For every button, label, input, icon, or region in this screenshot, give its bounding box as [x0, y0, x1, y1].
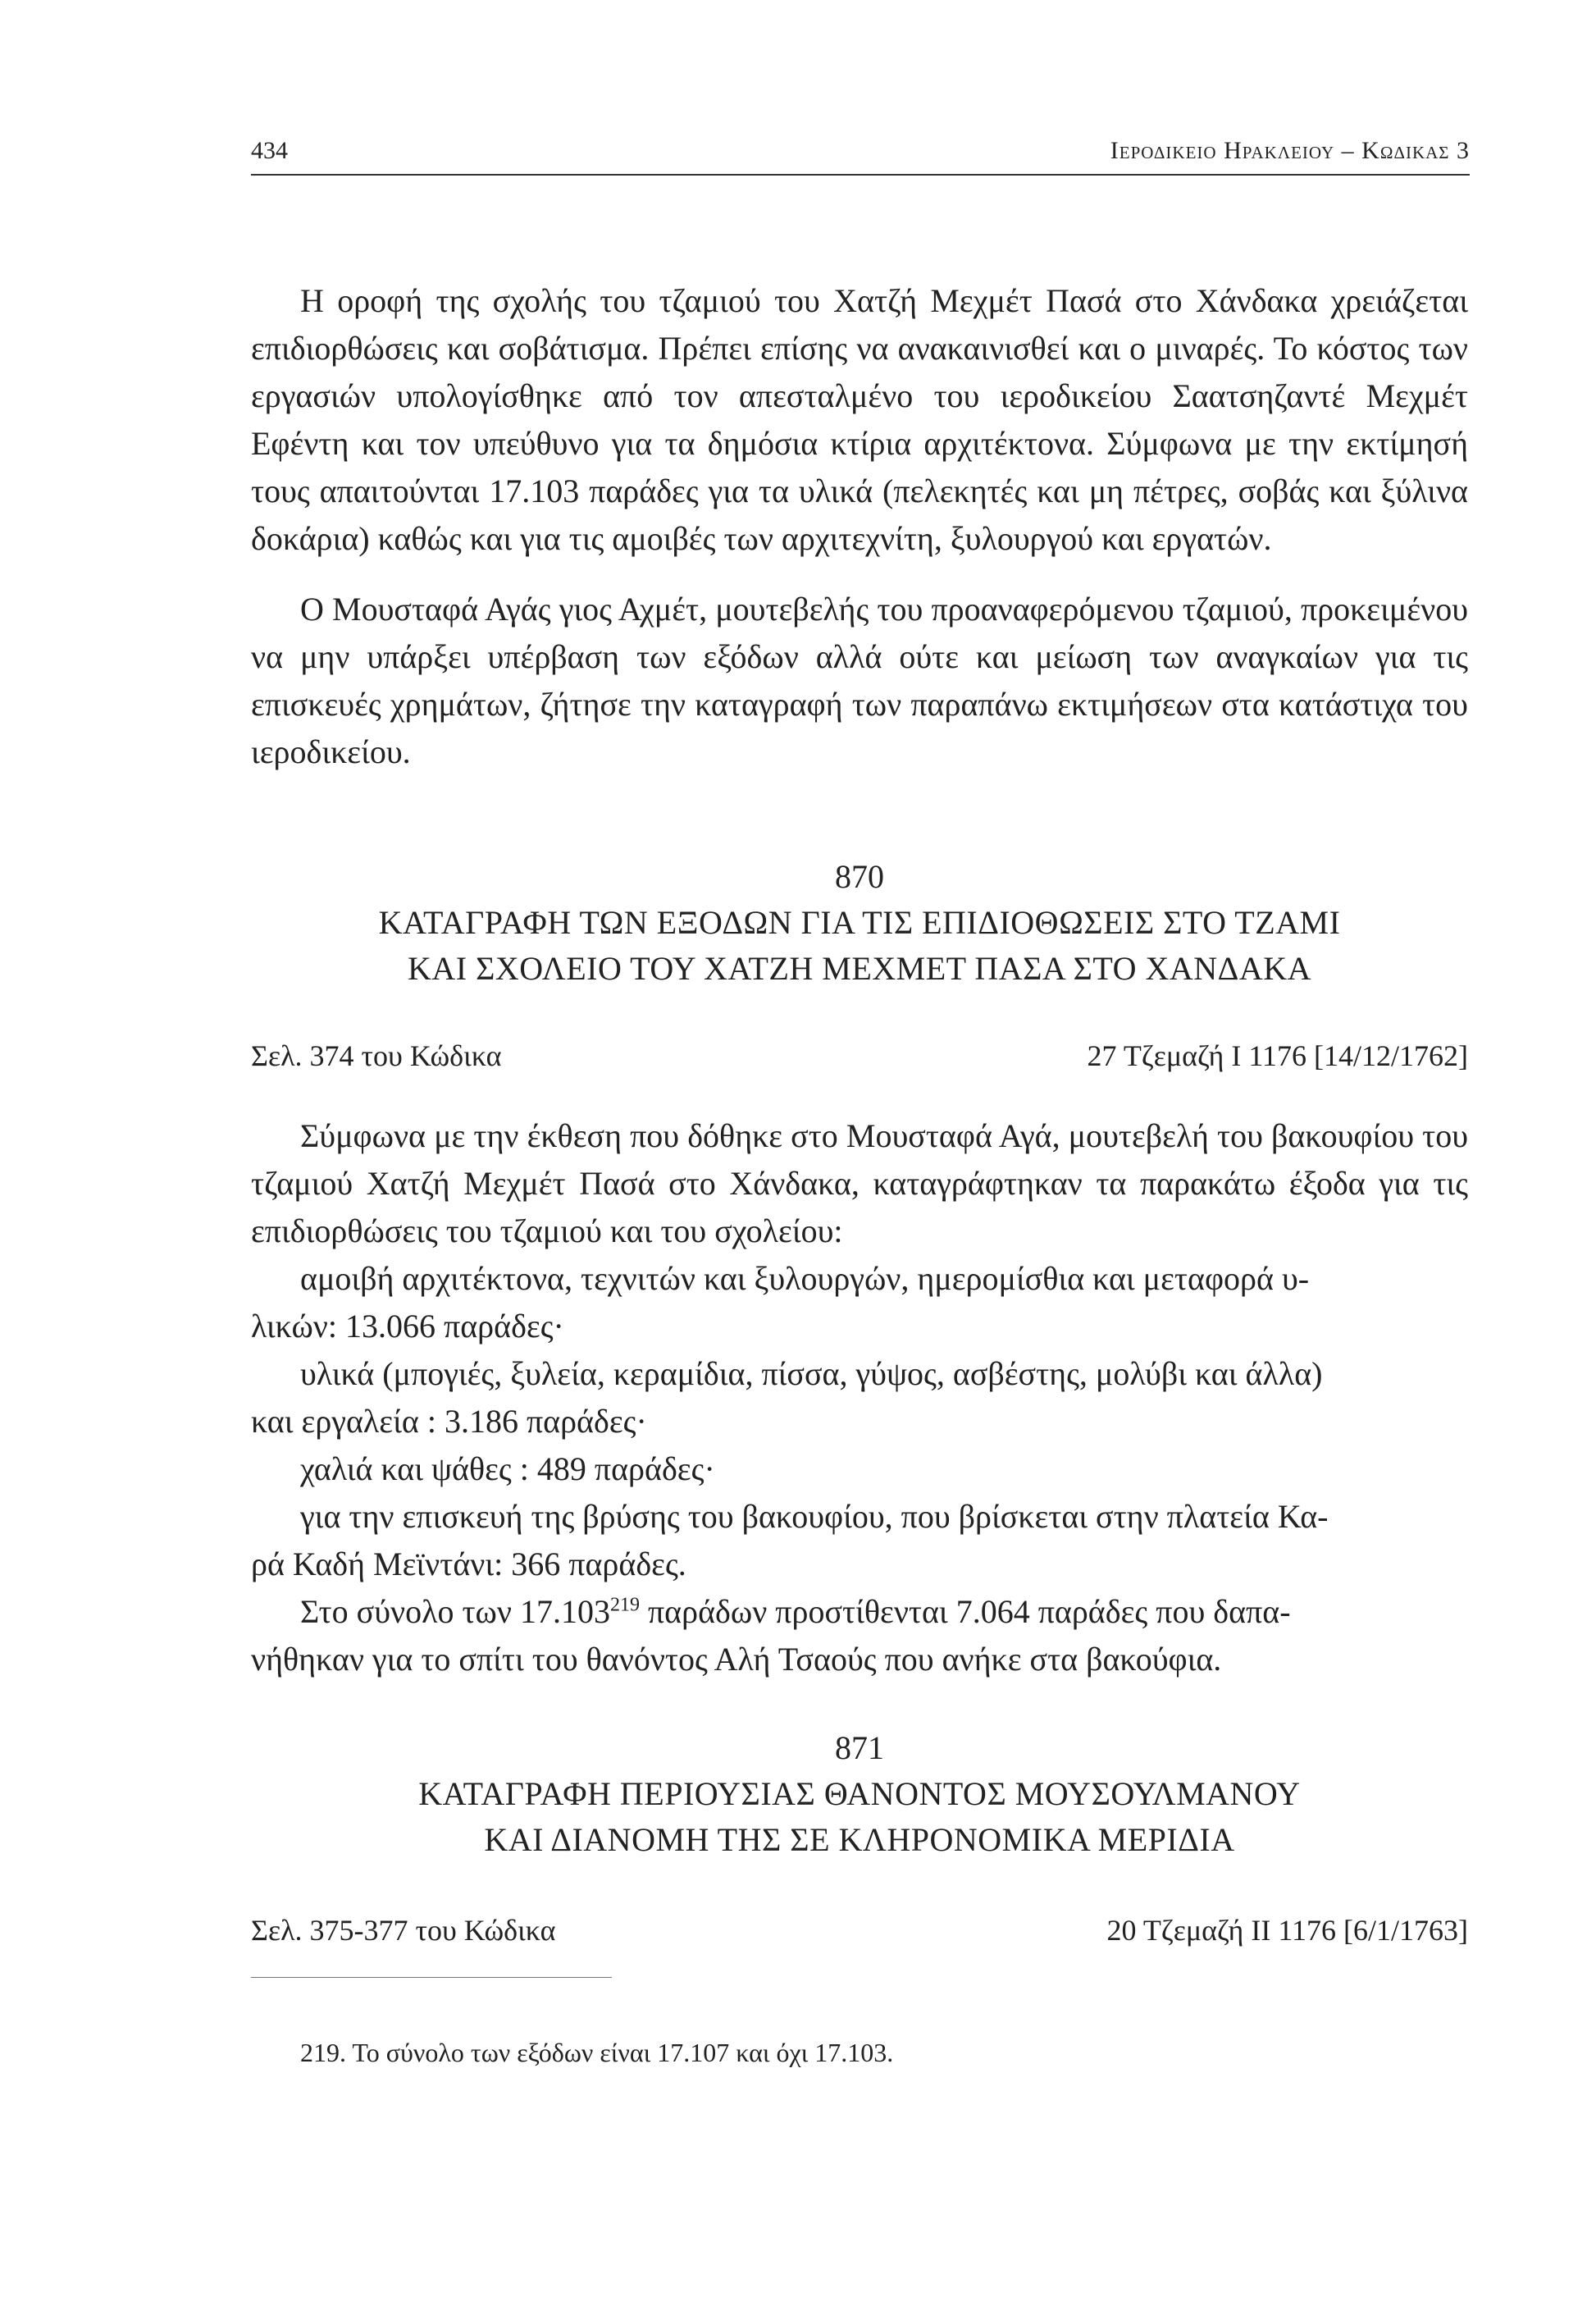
document-number-871: 871 [835, 1729, 884, 1766]
document-date: 27 Τζεμαζή Ι 1176 [14/12/1762] [1087, 1039, 1468, 1072]
intro-paragraph-2: Ο Μουσταφά Αγάς γιος Αχμέτ, μουτεβελής του προαναφερόμενου τζαμιού, προκειμένου να μην υπάρξει υπέρβαση των εξόδων αλλά ούτε και μείωση των αναγκαίων για τις επισκευές χρημάτων, ζήτησε την καταγραφή των παραπάνω εκτιμήσεων στα κατάστιχα του ιεροδικείου. [251, 591, 1468, 770]
document-number-870: 870 [835, 858, 884, 895]
document-date: 20 Τζεμαζή ΙΙ 1176 [6/1/1763] [1106, 1914, 1468, 1947]
page-number: 434 [251, 137, 288, 164]
document-870-body: Σύμφωνα με την έκθεση που δόθηκε στο Μουσταφά Αγά, μουτεβελή του βακουφίου του τζαμιού Χατζή Μεχμέτ Πασά στο Χάνδακα, καταγράφτηκαν τα παρακάτω έξοδα για τις επιδιορθώσεις του τζαμιού και του σχολείου: [251, 1117, 1468, 1249]
intro-paragraph-1: Η οροφή της σχολής του τζαμιού του Χατζή Μεχμέτ Πασά στο Χάνδακα χρειάζεται επιδιορθώσεις και σοβάτισμα. Πρέπει επίσης να ανακαινισθεί και ο μιναρές. Το κόστος των εργασιών υπολογίσθηκε από τον απεσταλμένο του ιεροδικείου Σαατσηζαντέ Μεχμέτ Εφέντη και τον υπεύθυνο για τα δημόσια κτίρια αρχιτέκτονα. Σύμφωνα με την εκτίμησή τους απαιτούνται 17.103 παράδες για τα υλικά (πελεκητές και μη πέτρες, σοβάς και ξύλινα δοκάρια) καθώς και για τις αμοιβές των αρχιτεχνίτη, ξυλουργού και εργατών. [251, 282, 1468, 557]
document-title-870-line-2: ΚΑΙ ΣΧΟΛΕΙΟ ΤΟΥ ΧΑΤΖΗ ΜΕΧΜΕΤ ΠΑΣΑ ΣΤΟ ΧΑΝΔΑΚΑ [407, 950, 1312, 987]
page-reference: Σελ. 375-377 του Κώδικα [251, 1914, 556, 1947]
document-title-871-line-2: ΚΑΙ ΔΙΑΝΟΜΗ ΤΗΣ ΣΕ ΚΛΗΡΟΝΟΜΙΚΑ ΜΕΡΙΔΙΑ [484, 1821, 1235, 1858]
footnote-219: 219. Το σύνολο των εξόδων είναι 17.107 και όχι 17.103. [300, 2038, 894, 2067]
footnote-separator [251, 1977, 612, 1978]
document-meta-871 [251, 1910, 1468, 1951]
document-meta-870 [251, 1035, 1468, 1076]
expense-item-architect: αμοιβή αρχιτέκτονα, τεχνιτών και ξυλουργών, ημερομίσθια και μεταφορά υ- λικών: 13.066 παράδες· [251, 1260, 1310, 1345]
page-reference: Σελ. 374 του Κώδικα [251, 1039, 502, 1072]
document-title-871-line-1: ΚΑΤΑΓΡΑΦΗ ΠΕΡΙΟΥΣΙΑΣ ΘΑΝΟΝΤΟΣ ΜΟΥΣΟΥΛΜΑΝΟΥ [418, 1775, 1301, 1812]
expense-item-carpets: χαλιά και ψάθες : 489 παράδες· [300, 1450, 715, 1487]
expense-total: Στο σύνολο των 17.103$^{219}$ παράδων προστίθενται 7.064 παράδες που δαπα- νήθηκαν για το σπίτι του θανόντος Αλή Τσαούς που ανήκε στα βακούφια. [251, 1593, 1291, 1678]
expense-item-fountain: για την επισκευή της βρύσης του βακουφίου, που βρίσκεται στην πλατεία Κα- ρά Καδή Μεϊντάνι: 366 παράδες. [251, 1498, 1329, 1582]
running-header [251, 131, 1470, 176]
running-title: Ιεροδικειο Ηρακλειου – Κωδικας 3 [1110, 137, 1470, 164]
expense-item-materials: υλικά (μπογιές, ξυλεία, κεραμίδια, πίσσα, γύψος, ασβέστης, μολύβι και άλλα) και εργαλεία : 3.186 παράδες· [251, 1355, 1323, 1440]
footnote-reference: 219 [609, 1594, 640, 1616]
document-title-870-line-1: ΚΑΤΑΓΡΑΦΗ ΤΩΝ ΕΞΟΔΩΝ ΓΙΑ ΤΙΣ ΕΠΙΔΙΟΘΩΣΕΙΣ ΣΤΟ ΤΖΑΜΙ [378, 904, 1341, 941]
